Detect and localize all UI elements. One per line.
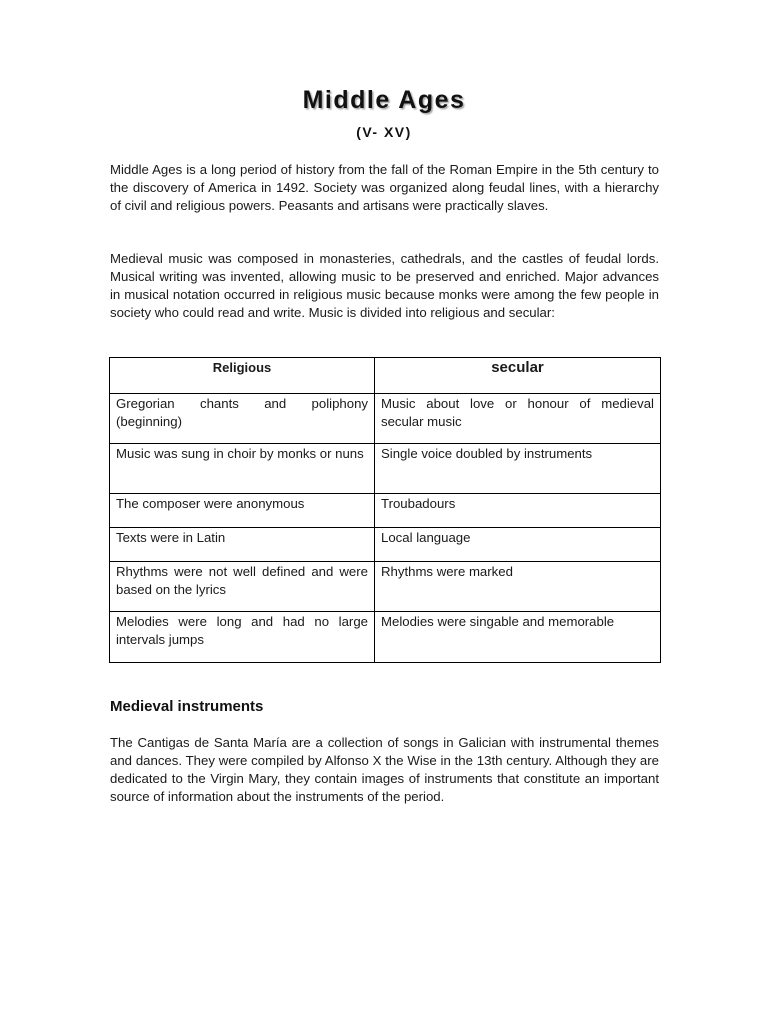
table-row (110, 612, 661, 663)
table-cell-religious: Texts were in Latin (110, 528, 375, 562)
comparison-table (109, 357, 661, 663)
table-row (110, 494, 661, 528)
table-row (110, 444, 661, 494)
table-cell-religious: Melodies were long and had no large intervals jumps (110, 612, 375, 663)
table-cell-religious: Rhythms were not well defined and were based on the lyrics (110, 562, 375, 612)
music-paragraph: Medieval music was composed in monasteries, cathedrals, and the castles of feudal lords. Musical writing was invented, allowing music to be preserved and enriched. Major advances in musical notation occurred in religious music because monks were among the few people in society who could read and write. Music is divided into religious and secular: (110, 251, 659, 320)
table-cell-religious: Music was sung in choir by monks or nuns (110, 444, 375, 494)
table-cell-secular: Local language (375, 528, 661, 562)
table-row (110, 562, 661, 612)
table-cell-secular: Rhythms were marked (375, 562, 661, 612)
header-secular: secular (375, 358, 661, 394)
header-religious: Religious (110, 358, 375, 394)
section-heading: Medieval instruments (110, 698, 264, 715)
table-header-row (110, 358, 661, 394)
table-row (110, 528, 661, 562)
intro-paragraph: Middle Ages is a long period of history from the fall of the Roman Empire in the 5th century to the discovery of America in 1492. Society was organized along feudal lines, with a hierarchy of civil and religious powers. Peasants and artisans were practically slaves. (110, 162, 659, 213)
table-cell-religious: The composer were anonymous (110, 494, 375, 528)
table-cell-secular: Troubadours (375, 494, 661, 528)
table-row (110, 394, 661, 444)
instruments-paragraph: The Cantigas de Santa María are a collection of songs in Galician with instrumental themes and dances. They were compiled by Alfonso X the Wise in the 13th century. Although they are dedicated to the Virgin Mary, they contain images of instruments that constitute an important source of information about the instruments of the period. (110, 735, 659, 804)
page-subtitle: (V- XV) (356, 124, 412, 140)
table-cell-religious: Gregorian chants and poliphony (beginning) (110, 394, 375, 444)
table-cell-secular: Melodies were singable and memorable (375, 612, 661, 663)
page-title: Middle Ages (302, 86, 466, 114)
table-cell-secular: Music about love or honour of medieval secular music (375, 394, 661, 444)
table-cell-secular: Single voice doubled by instruments (375, 444, 661, 494)
